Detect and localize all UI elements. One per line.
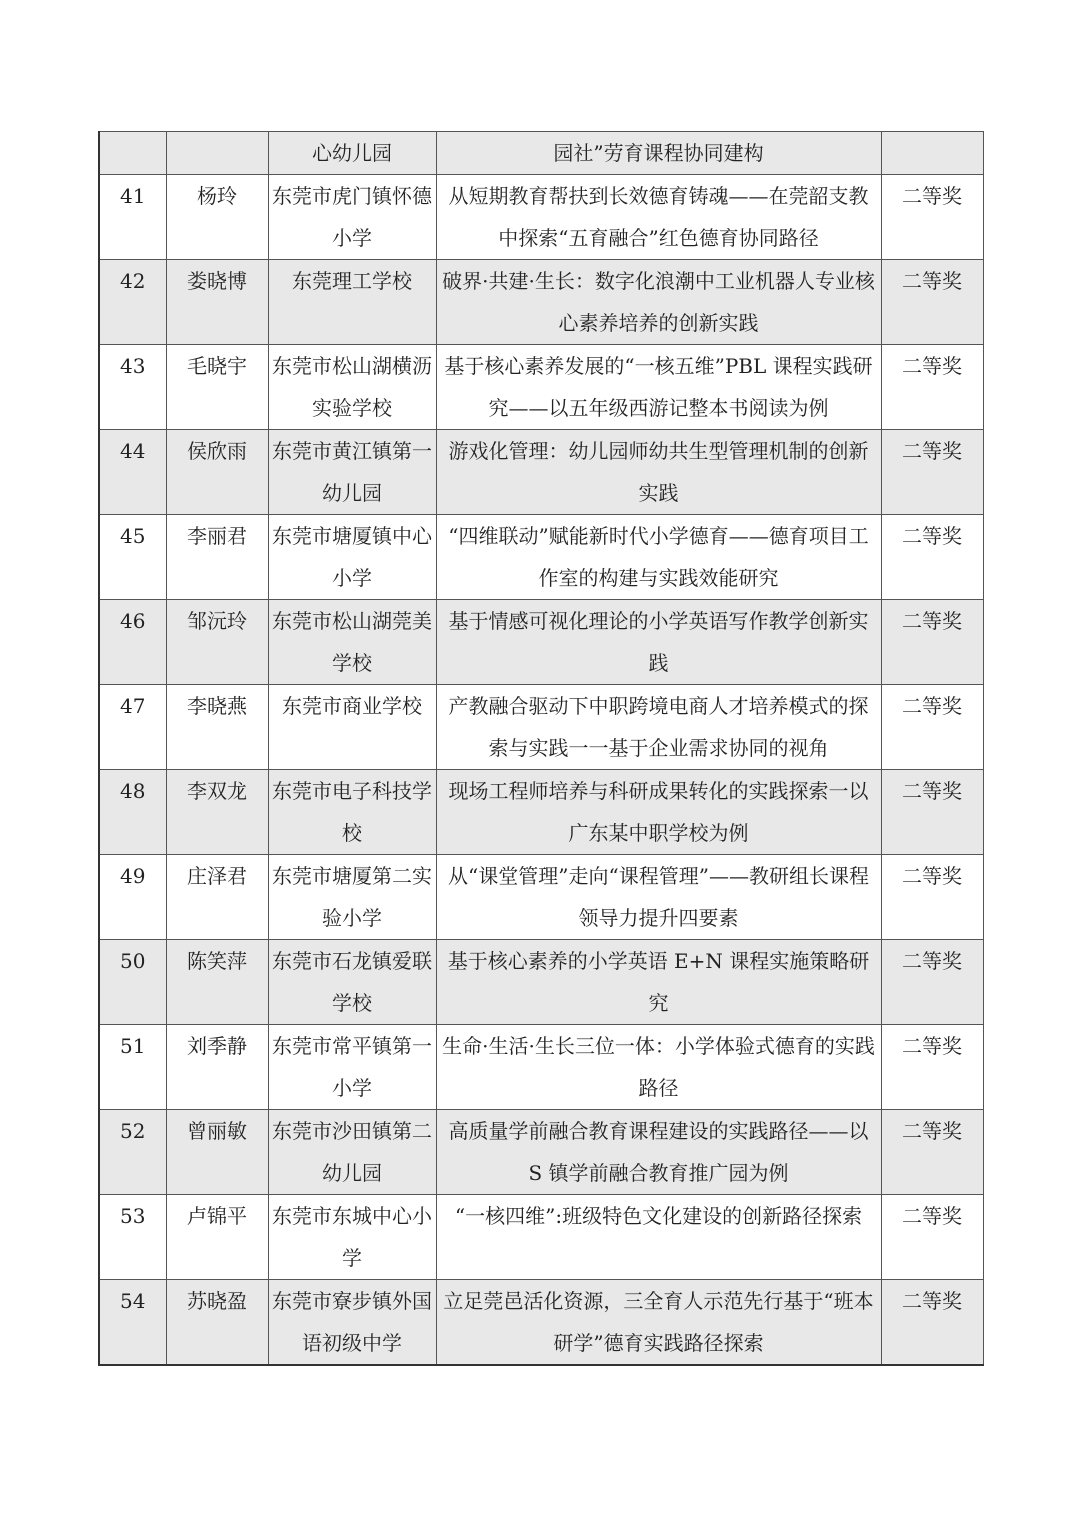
table-row [99,600,983,685]
award-level-cell: 二等奖 [881,685,983,770]
table-row [99,345,983,430]
row-number-cell: 44 [99,430,166,515]
school-unit-cell: 东莞市东城中心小学 [268,1195,436,1280]
table-row [99,685,983,770]
award-level-cell: 二等奖 [881,1110,983,1195]
award-level-cell: 二等奖 [881,770,983,855]
paper-title-cell: 产教融合驱动下中职跨境电商人才培养模式的探索与实践一一基于企业需求协同的视角 [436,685,881,770]
row-number-cell: 52 [99,1110,166,1195]
row-number-cell: 42 [99,260,166,345]
author-name-cell: 曾丽敏 [166,1110,268,1195]
author-name-cell: 杨玲 [166,175,268,260]
author-name-cell: 陈笑萍 [166,940,268,1025]
award-list-table [98,131,984,1366]
award-level-cell: 二等奖 [881,1025,983,1110]
table-row [99,175,983,260]
table-row-continuation [99,132,983,175]
table-row [99,855,983,940]
author-name-cell: 毛晓宇 [166,345,268,430]
award-level-cell: 二等奖 [881,175,983,260]
author-name-cell: 李丽君 [166,515,268,600]
award-level-cell: 二等奖 [881,345,983,430]
row-number-cell: 50 [99,940,166,1025]
author-name-cell: 卢锦平 [166,1195,268,1280]
award-level-cell: 二等奖 [881,1280,983,1366]
award-level-cell: 二等奖 [881,430,983,515]
school-unit-cell: 东莞理工学校 [268,260,436,345]
row-number-cell: 41 [99,175,166,260]
school-unit-cell: 东莞市松山湖横沥实验学校 [268,345,436,430]
paper-title-cell: 游戏化管理：幼儿园师幼共生型管理机制的创新实践 [436,430,881,515]
author-name-cell: 刘季静 [166,1025,268,1110]
paper-title-cell: 基于核心素养的小学英语 E+N 课程实施策略研究 [436,940,881,1025]
row-number-cell [99,132,166,175]
paper-title-cell: 基于情感可视化理论的小学英语写作教学创新实践 [436,600,881,685]
school-unit-cell: 东莞市石龙镇爱联学校 [268,940,436,1025]
table-row [99,770,983,855]
row-number-cell: 48 [99,770,166,855]
paper-title-cell: 基于核心素养发展的“一核五维”PBL 课程实践研究——以五年级西游记整本书阅读为例 [436,345,881,430]
award-level-cell [881,132,983,175]
school-unit-cell: 东莞市松山湖莞美学校 [268,600,436,685]
author-name-cell: 娄晓博 [166,260,268,345]
paper-title-cell: 高质量学前融合教育课程建设的实践路径——以 S 镇学前融合教育推广园为例 [436,1110,881,1195]
school-unit-cell: 东莞市黄江镇第一幼儿园 [268,430,436,515]
award-level-cell: 二等奖 [881,1195,983,1280]
award-level-cell: 二等奖 [881,940,983,1025]
table-row [99,260,983,345]
school-unit-cell: 东莞市寮步镇外国语初级中学 [268,1280,436,1366]
author-name-cell: 苏晓盈 [166,1280,268,1366]
author-name-cell [166,132,268,175]
table-row [99,940,983,1025]
table-row [99,430,983,515]
paper-title-cell: 生命·生活·生长三位一体：小学体验式德育的实践路径 [436,1025,881,1110]
paper-title-cell: 破界·共建·生长：数字化浪潮中工业机器人专业核心素养培养的创新实践 [436,260,881,345]
award-list-table-body [99,132,983,1366]
row-number-cell: 51 [99,1025,166,1110]
award-level-cell: 二等奖 [881,515,983,600]
table-row [99,1110,983,1195]
author-name-cell: 侯欣雨 [166,430,268,515]
school-unit-cell: 东莞市塘厦镇中心小学 [268,515,436,600]
school-unit-cell: 东莞市塘厦第二实验小学 [268,855,436,940]
paper-title-cell: 现场工程师培养与科研成果转化的实践探索一以广东某中职学校为例 [436,770,881,855]
table-row [99,515,983,600]
author-name-cell: 李晓燕 [166,685,268,770]
author-name-cell: 邹沅玲 [166,600,268,685]
school-unit-cell: 东莞市商业学校 [268,685,436,770]
award-level-cell: 二等奖 [881,260,983,345]
paper-title-cell: “一核四维”:班级特色文化建设的创新路径探索 [436,1195,881,1280]
award-level-cell: 二等奖 [881,600,983,685]
row-number-cell: 49 [99,855,166,940]
row-number-cell: 45 [99,515,166,600]
row-number-cell: 47 [99,685,166,770]
paper-title-cell: “四维联动”赋能新时代小学德育——德育项目工作室的构建与实践效能研究 [436,515,881,600]
paper-title-cell: 园社”劳育课程协同建构 [436,132,881,175]
school-unit-cell: 东莞市虎门镇怀德小学 [268,175,436,260]
school-unit-cell: 东莞市电子科技学校 [268,770,436,855]
table-row [99,1025,983,1110]
school-unit-cell: 东莞市常平镇第一小学 [268,1025,436,1110]
award-level-cell: 二等奖 [881,855,983,940]
table-row [99,1195,983,1280]
row-number-cell: 46 [99,600,166,685]
row-number-cell: 43 [99,345,166,430]
row-number-cell: 54 [99,1280,166,1366]
author-name-cell: 李双龙 [166,770,268,855]
row-number-cell: 53 [99,1195,166,1280]
paper-title-cell: 从“课堂管理”走向“课程管理”——教研组长课程领导力提升四要素 [436,855,881,940]
school-unit-cell: 心幼儿园 [268,132,436,175]
school-unit-cell: 东莞市沙田镇第二幼儿园 [268,1110,436,1195]
author-name-cell: 庄泽君 [166,855,268,940]
paper-title-cell: 立足莞邑活化资源，三全育人示范先行基于“班本研学”德育实践路径探索 [436,1280,881,1366]
table-row [99,1280,983,1366]
paper-title-cell: 从短期教育帮扶到长效德育铸魂——在莞韶支教中探索“五育融合”红色德育协同路径 [436,175,881,260]
